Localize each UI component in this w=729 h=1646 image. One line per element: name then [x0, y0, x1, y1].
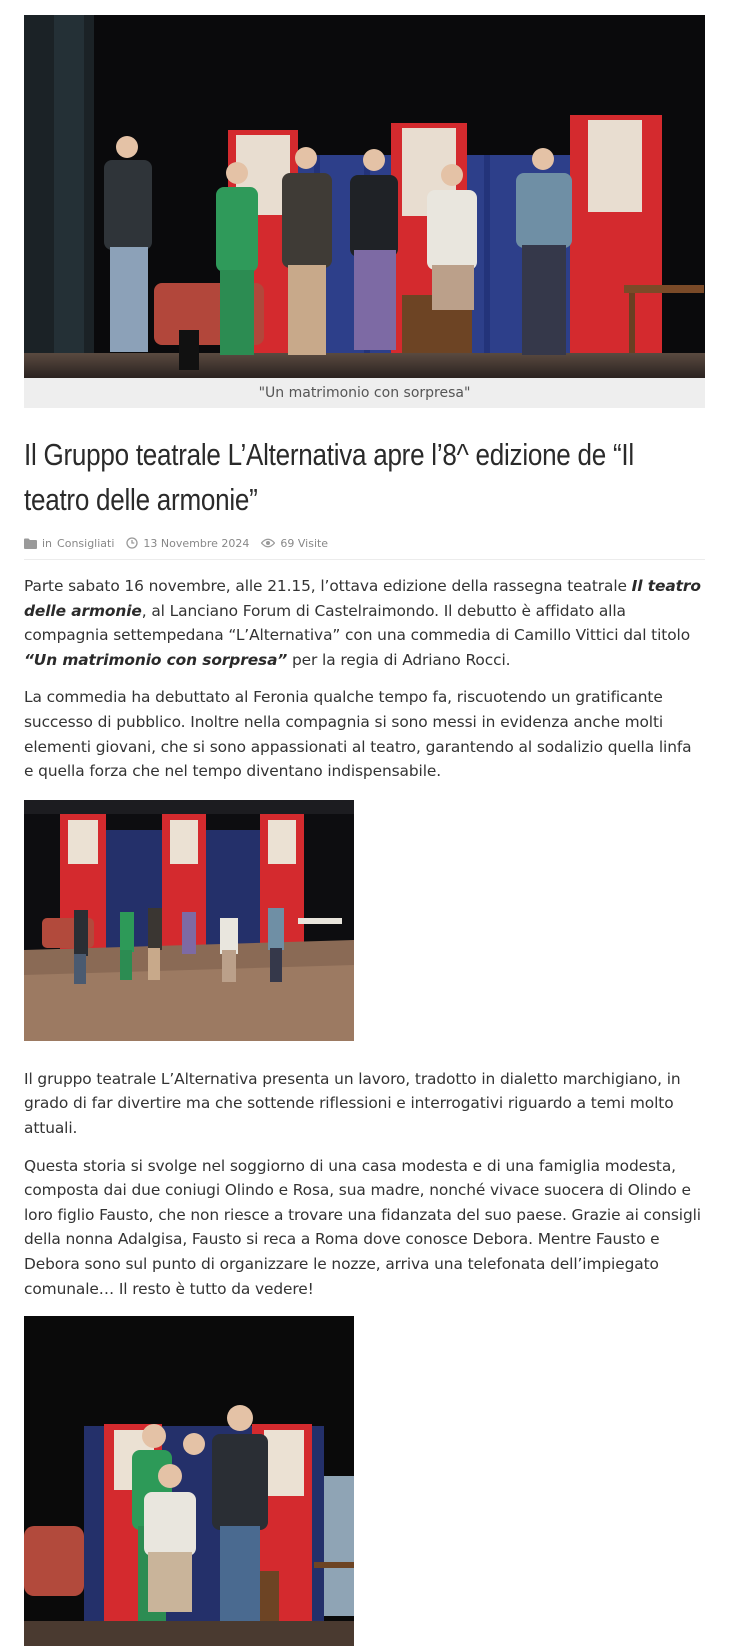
meta-date	[126, 537, 249, 550]
meta-category-link[interactable]: Consigliati	[57, 536, 115, 550]
image-caption: "Un matrimonio con sorpresa"	[24, 378, 705, 408]
meta-category-prefix: in	[42, 536, 53, 550]
paragraph-4: Questa storia si svolge nel soggiorno di una casa modesta e di una famiglia modesta, composta dai due coniugi Olindo e Rosa, sua madre, nonché vivace suocera di Olindo e loro figlio Fausto, che non riesce a trovare una fidanzata del suo paese. Grazie ai consigli della nonna Adalgisa, Fausto si reca a Roma dove conosce Debora. Mentre Fausto e Debora sono sul punto di organizzare le nozze, arriva una telefonata dell’impiegato comunale… Il resto è tutto da vedere!	[24, 1156, 701, 1298]
folder-icon	[24, 538, 37, 549]
meta-category	[24, 537, 114, 550]
paragraph-1-text-b: , al Lanciano Forum di Castelraimondo. Il debutto è affidato alla compagnia settempedana “L’Alternativa” con una commedia di Camillo Vittici dal titolo	[24, 601, 691, 645]
meta-divider	[24, 559, 705, 560]
article-container	[24, 15, 705, 1646]
stage-photo-illustration	[24, 15, 705, 378]
stage-photo-closeup-illustration	[24, 1316, 354, 1646]
paragraph-3: Il gruppo teatrale L’Alternativa presenta un lavoro, tradotto in dialetto marchigiano, in grado di far divertire ma che sottende riflessioni e interrogativi riguardo a temi molto attuali.	[24, 1069, 681, 1137]
meta-date-text: 13 Novembre 2024	[143, 536, 250, 550]
clock-icon	[126, 537, 138, 549]
paragraph-1-text-a: Parte sabato 16 novembre, alle 21.15, l’ottava edizione della rassegna teatrale	[24, 577, 632, 595]
paragraph-1	[24, 574, 705, 672]
festival-name: Il teatro delle armonie	[24, 577, 701, 620]
article-photo-2[interactable]	[24, 800, 354, 1041]
eye-icon	[261, 538, 275, 548]
article-photo-3[interactable]	[24, 1316, 354, 1646]
paragraph-2: La commedia ha debuttato al Feronia qualche tempo fa, riscuotendo un gratificante successo di pubblico. Inoltre nella compagnia si sono messi in evidenza anche molti elementi giovani, che si sono appassionati al teatro, garantendo al sodalizio quella linfa e quella forza che nel tempo diventano indispensabile.	[24, 688, 692, 781]
meta-views	[261, 537, 328, 550]
hero-image[interactable]	[24, 15, 705, 378]
stage-photo-wide-illustration	[24, 800, 354, 1041]
article-title: Il Gruppo teatrale L’Alternativa apre l’8^ edizione de “Il teatro delle armonie”	[24, 437, 634, 517]
paragraph-1-text-c: per la regia di Adriano Rocci.	[287, 650, 511, 669]
meta-views-text: 69 Visite	[280, 536, 329, 550]
play-title: “Un matrimonio con sorpresa”	[24, 650, 288, 669]
article-meta	[24, 533, 705, 553]
